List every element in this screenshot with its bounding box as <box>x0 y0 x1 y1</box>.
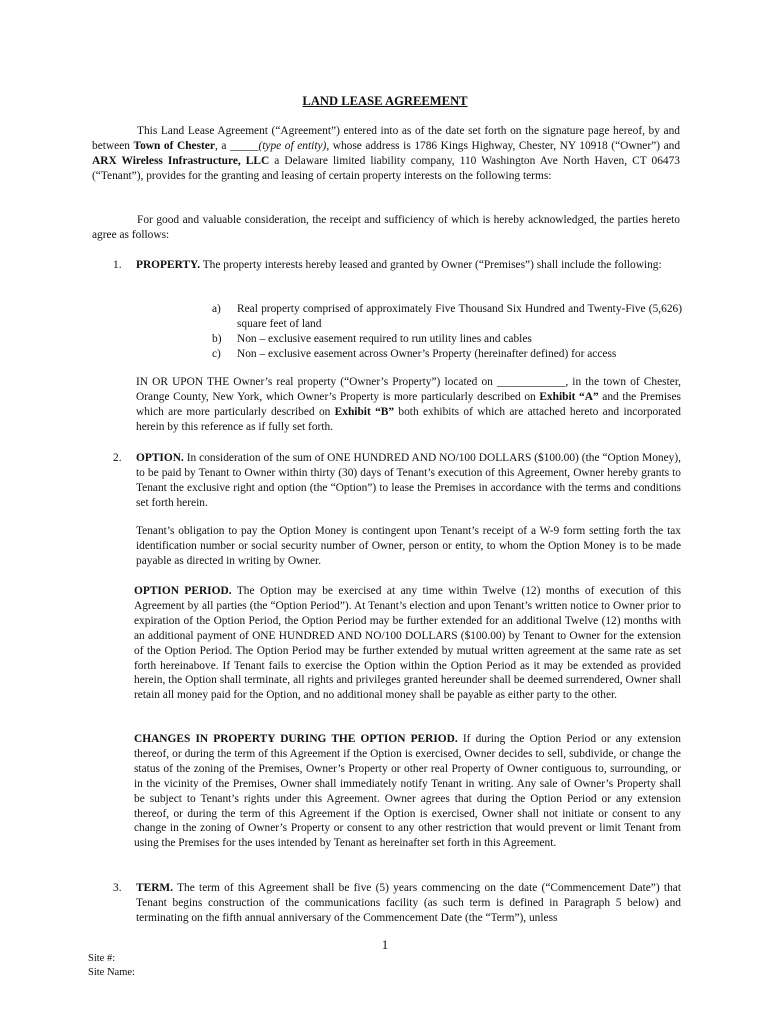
option-period-heading: OPTION PERIOD. <box>134 585 232 597</box>
section-3-number: 3. <box>113 882 122 894</box>
option-money-paragraph: Tenant’s obligation to pay the Option Money is contingent upon Tenant’s receipt of a W-9 form setting forth the tax identification number or social security number of Owner, person or entity, to whom the Option Money is to be made payable as directed in writing by Owner. <box>136 525 681 567</box>
intro-text-1: This Land Lease Agreement (“Agreement”) entered into as of the date set forth on the signature page hereof, by and between <box>92 125 680 152</box>
section-1-paragraph <box>136 258 681 273</box>
list-item <box>212 302 682 332</box>
page-number: 1 <box>381 937 389 952</box>
consideration-paragraph: For good and valuable consideration, the receipt and sufficiency of which is hereby acknowledged, the parties hereto agree as follows: <box>92 214 680 241</box>
list-item-text: Real property comprised of approximately Five Thousand Six Hundred and Twenty-Five (5,626) square feet of land <box>237 303 682 330</box>
exhibit-a-ref: Exhibit “A” <box>539 390 599 403</box>
location-text-2: and the Premises which are more particularly described on <box>136 390 681 418</box>
section-2-heading: OPTION. <box>136 452 184 464</box>
intro-text-4: a Delaware limited liability company, 110 Washington Ave North Haven, CT 06473 (“Tenant”), provides for the granting and leasing of certain property interests on the following terms: <box>92 154 680 182</box>
list-item-text: Non – exclusive easement required to run utility lines and cables <box>237 332 532 345</box>
changes-heading: CHANGES IN PROPERTY DURING THE OPTION PERIOD. <box>134 733 458 745</box>
location-text-3: both exhibits of which are attached hereto and incorporated herein by this reference as if fully set forth. <box>136 405 682 433</box>
footer-site-number: Site #: <box>88 953 116 964</box>
footer-site-name: Site Name: <box>88 967 135 978</box>
list-marker: b) <box>212 332 222 345</box>
section-2-text: In consideration of the sum of ONE HUNDRED AND NO/100 DOLLARS ($100.00) (the “Option Money), to be paid by Tenant to Owner within thirty (30) days of Tenant’s execution of this Agreement, Owner hereby grants to Tenant the exclusive right and option (the “Option”) to lease the Premises in accordance with the terms and conditions set forth herein. <box>136 452 681 509</box>
list-item <box>212 347 682 362</box>
list-marker: c) <box>212 347 221 360</box>
section-1-text: The property interests hereby leased and granted by Owner (“Premises”) shall include the following: <box>200 259 662 271</box>
exhibit-b-ref: Exhibit “B” <box>334 405 395 418</box>
owner-name: Town of Chester <box>133 139 215 152</box>
intro-text-3: whose address is 1786 Kings Highway, Chester, NY 10918 (“Owner”) and <box>329 139 681 152</box>
section-2-number: 2. <box>113 452 122 464</box>
changes-text: If during the Option Period or any extension thereof, or during the term of this Agreement if the Option is exercised, Owner decides to sell, subdivide, or change the status of the zoning of the Premises, Owner’s Property or other real Property of Owner contiguous to, surrounding, or in the vicinity of the Premises, Owner shall immediately notify Tenant in writing. Any sale of Owner’s Property shall be subject to Tenant’s rights under this Agreement. Owner agrees that during the Option Period or any extension thereof, or during the term of this Agreement if the Option is exercised, Owner shall not initiate or consent to any change in the zoning of Owner’s Property or consent to any other restriction that would prevent or limit Tenant from using the Premises for the uses intended by Tenant as hereinafter set forth in this Agreement. <box>134 733 681 850</box>
section-3-heading: TERM. <box>136 882 174 894</box>
list-marker: a) <box>212 303 221 315</box>
section-1-heading: PROPERTY. <box>136 259 201 271</box>
option-period-paragraph <box>134 584 681 703</box>
entity-type-hint: (type of entity), <box>258 139 330 152</box>
document-title: LAND LEASE AGREEMENT <box>302 94 468 108</box>
list-item-text: Non – exclusive easement across Owner’s Property (hereinafter defined) for access <box>237 347 617 360</box>
section-3-text: The term of this Agreement shall be five (5) years commencing on the date (“Commencement Date”) that Tenant begins construction of the communications facility (as such term is defined in Paragraph 5 below) and terminating on the fifth annual anniversary of the Commencement Date (the “Term”), unless <box>136 882 681 924</box>
tenant-name: ARX Wireless Infrastructure, LLC <box>92 154 270 167</box>
section-3-paragraph <box>136 881 681 926</box>
section-2-paragraph <box>136 451 681 511</box>
property-items-list <box>212 302 682 362</box>
property-location-paragraph <box>136 375 681 435</box>
changes-paragraph <box>134 732 681 851</box>
location-text-1: IN OR UPON THE Owner’s real property (“Owner’s Property”) located on ____________, in the town of Chester, Orange County, New York, which Owner’s Property is more particularly described on <box>136 376 681 403</box>
list-item <box>212 332 682 347</box>
section-1-number: 1. <box>113 259 122 271</box>
intro-paragraph <box>92 124 680 184</box>
intro-text-2: , a _____ <box>214 139 259 152</box>
option-period-text: The Option may be exercised at any time within Twelve (12) months of execution of this Agreement by all parties (the “Option Period”). At Tenant’s election and upon Tenant’s written notice to Owner prior to expiration of the Option Period, the Option Period may be further extended for an additional Twelve (12) months with an additional payment of ONE HUNDRED AND NO/100 DOLLARS ($100.00) by Tenant to Owner for the extension of the Option Period. The Option Period may be further extended by mutual written agreement at the same rate as set forth hereinabove. If Tenant fails to exercise the Option within the Option Period as it may be extended as provided herein, the Option shall terminate, all rights and privileges granted hereunder shall be deemed surrendered, Owner shall retain all money paid for the Option, and no additional money shall be payable as either party to the other. <box>134 585 681 702</box>
